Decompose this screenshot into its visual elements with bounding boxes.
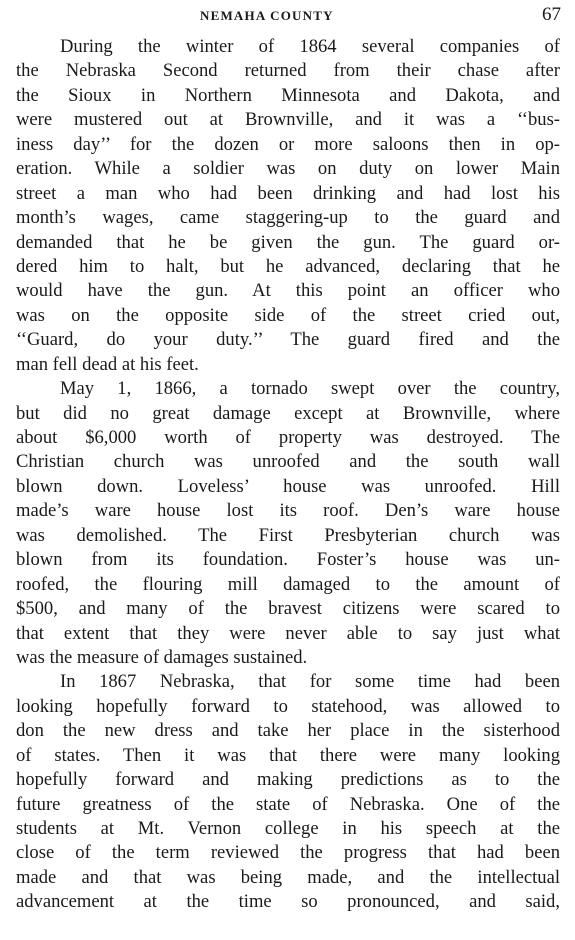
text-line: looking hopefully forward to statehood, was allowed to bbox=[16, 695, 560, 717]
text-line: ‘‘Guard, do your duty.’’ The guard fired and the bbox=[16, 329, 560, 351]
text-line: Christian church was unroofed and the south wall bbox=[16, 451, 560, 473]
paragraph-winter-1864 bbox=[16, 35, 560, 377]
paragraph-statehood-1867 bbox=[16, 670, 560, 914]
text-line: made and that was being made, and the intellectual bbox=[16, 866, 560, 888]
body-text bbox=[16, 35, 560, 915]
page-header bbox=[0, 6, 575, 28]
text-line: don the new dress and take her place in the sisterhood bbox=[16, 720, 560, 742]
text-line: was the measure of damages sustained. bbox=[16, 646, 308, 668]
text-line: made’s ware house lost its roof. Den’s ware house bbox=[16, 500, 560, 522]
paragraph-tornado-1866 bbox=[16, 377, 560, 670]
text-line: street a man who had been drinking and had lost his bbox=[16, 182, 560, 204]
text-line: month’s wages, came staggering-up to the guard and bbox=[16, 207, 560, 229]
text-line: hopefully forward and making predictions as to the bbox=[16, 769, 560, 791]
text-line: was demolished. The First Presbyterian church was bbox=[16, 524, 560, 546]
text-line: man fell dead at his feet. bbox=[16, 353, 199, 375]
text-line: During the winter of 1864 several companies of bbox=[60, 36, 560, 57]
text-line: $500, and many of the bravest citizens were scared to bbox=[16, 598, 560, 620]
text-line: iness day’’ for the dozen or more saloons then in op- bbox=[16, 133, 560, 155]
text-line: In 1867 Nebraska, that for some time had been bbox=[60, 671, 560, 693]
text-line: was on the opposite side of the street cried out, bbox=[16, 304, 560, 326]
page-number: 67 bbox=[542, 4, 561, 25]
text-line: the Nebraska Second returned from their chase after bbox=[16, 60, 560, 82]
text-line: students at Mt. Vernon college in his speech at the bbox=[16, 818, 560, 839]
text-line: would have the gun. At this point an officer who bbox=[16, 280, 560, 302]
text-line: blown from its foundation. Foster’s house was un- bbox=[16, 549, 560, 571]
text-line: dered him to halt, but he advanced, declaring that he bbox=[16, 255, 560, 277]
text-line: were mustered out at Brownville, and it was a ‘‘bus- bbox=[16, 109, 560, 131]
text-line: May 1, 1866, a tornado swept over the country, bbox=[60, 378, 560, 400]
text-line: close of the term reviewed the progress that had been bbox=[16, 842, 560, 864]
text-line: but did no great damage except at Brownville, where bbox=[16, 402, 560, 424]
text-line: of states. Then it was that there were many looking bbox=[16, 744, 560, 766]
text-line: eration. While a soldier was on duty on lower Main bbox=[16, 158, 560, 180]
text-line: future greatness of the state of Nebraska. One of the bbox=[16, 793, 560, 815]
text-line: about $6,000 worth of property was destroyed. The bbox=[16, 427, 560, 448]
text-line: that extent that they were never able to say just what bbox=[16, 622, 560, 644]
running-head: NEMAHA COUNTY bbox=[200, 8, 334, 23]
text-line: blown down. Loveless’ house was unroofed. Hill bbox=[16, 475, 560, 497]
text-line: the Sioux in Northern Minnesota and Dakota, and bbox=[16, 84, 560, 106]
text-line: demanded that he be given the gun. The guard or- bbox=[16, 231, 560, 253]
text-line: roofed, the flouring mill damaged to the amount of bbox=[16, 573, 560, 595]
text-line: advancement at the time so pronounced, and said, bbox=[16, 891, 560, 913]
